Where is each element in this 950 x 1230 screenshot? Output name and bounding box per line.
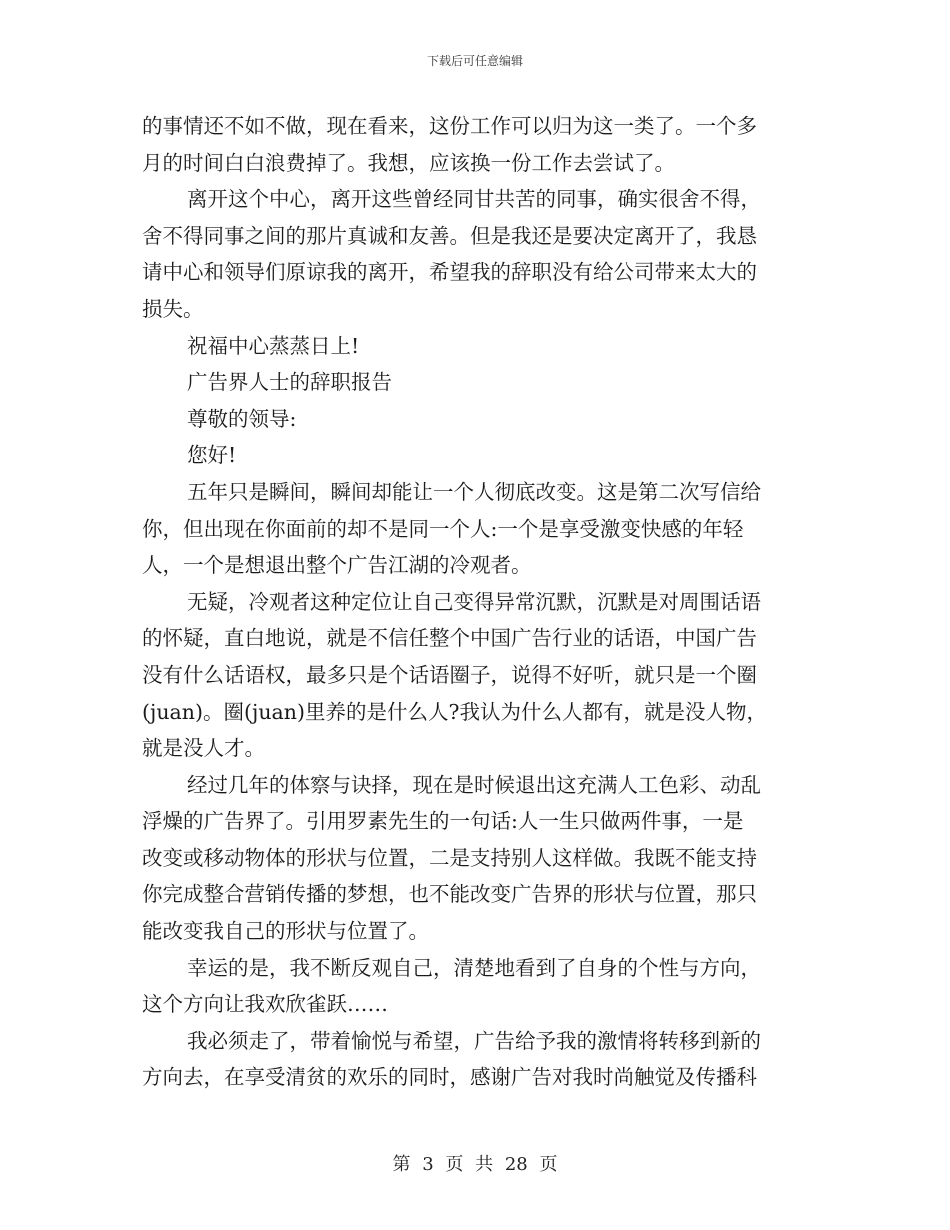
text-line: 经过几年的体察与诀择，现在是时候退出这充满人工色彩、动乱 [187,772,761,797]
text-line: 浮燥的广告界了。引用罗素先生的一句话:人一生只做两件事，一是 [142,809,744,834]
text-line: 能改变我自己的形状与位置了。 [142,919,429,944]
text-line: 改变或移动物体的形状与位置，二是支持别人这样做。我既不能支持 [142,845,757,870]
text-line: 你完成整合营销传播的梦想，也不能改变广告界的形状与位置，那只 [142,882,757,907]
text-line: 方向去，在享受清贫的欢乐的同时，感谢广告对我时尚触觉及传播科 [142,1065,757,1090]
text-line: 离开这个中心，离开这些曾经同甘共苦的同事，确实很舍不得， [187,187,761,212]
text-line: 无疑，冷观者这种定位让自己变得异常沉默，沉默是对周围话语 [187,589,761,614]
text-line: 舍不得同事之间的那片真诚和友善。但是我还是要决定离开了，我恳 [142,223,757,248]
text-line: 就是没人才。 [142,736,265,761]
document-body [142,108,808,1096]
text-line: 人，一个是想退出整个广告江湖的冷观者。 [142,553,532,578]
text-line: 你，但出现在你面前的却不是同一个人:一个是享受激变快感的年轻 [142,516,744,541]
text-line: 尊敬的领导: [187,406,297,431]
text-line: 我必须走了，带着愉悦与希望，广告给予我的激情将转移到新的 [187,1028,761,1053]
text-line: 您好! [187,443,237,468]
text-line: 这个方向让我欢欣雀跃…… [142,992,388,1017]
text-line: 月的时间白白浪费掉了。我想，应该换一份工作去尝试了。 [142,150,675,175]
text-line: 损失。 [142,296,204,321]
page-header: 下载后可任意编辑 [426,54,523,68]
text-line: 广告界人士的辞职报告 [187,370,392,395]
text-line: 幸运的是，我不断反观自己，清楚地看到了自身的个性与方向， [187,955,761,980]
text-line: 的怀疑，直白地说，就是不信任整个中国广告行业的话语，中国广告 [142,626,757,651]
text-line: 没有什么话语权，最多只是个话语圈子，说得不好听，就只是一个圈 [142,662,757,687]
text-line: (juan)。圈(juan)里养的是什么人?我认为什么人都有，就是没人物， [142,699,767,724]
text-line: 请中心和领导们原谅我的离开，希望我的辞职没有给公司带来太大的 [142,260,757,285]
text-line: 的事情还不如不做，现在看来，这份工作可以归为这一类了。一个多 [142,114,757,138]
text-line: 五年只是瞬间，瞬间却能让一个人彻底改变。这是第二次写信给 [187,479,761,504]
page-footer: 第 3 页 共 28 页 [392,1154,558,1175]
text-line: 祝福中心蒸蒸日上! [187,333,360,358]
